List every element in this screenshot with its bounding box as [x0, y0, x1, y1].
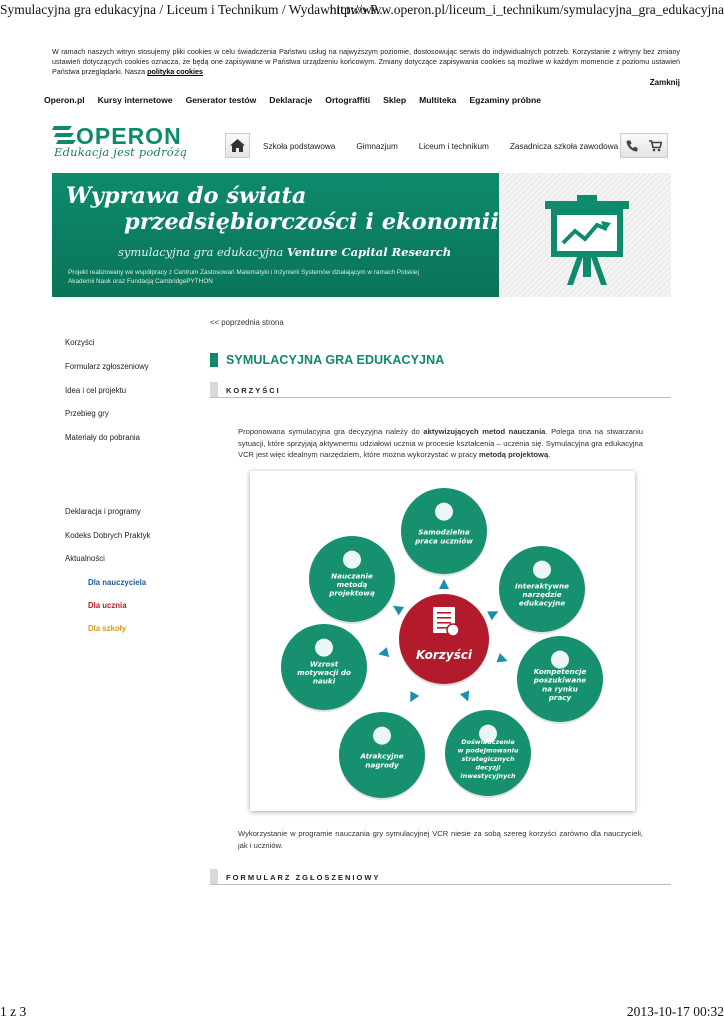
logo-tagline: Edukacja jest podróżą [54, 145, 188, 159]
benefit-label: Wzrost [309, 659, 339, 669]
benefit-label: Samodzielna [418, 527, 470, 537]
para1-text-b: . Polega ona na stwarzaniu sytuacji, które sprzyjają aktywnemu udziałowi ucznia w procesie kształcenia – uczenia się. Symulacyjna gra edukacyjna VCR jest więc idealnym narzędziem, które można wykorzystać w pracy [238, 427, 643, 459]
banner-subtitle-text: symulacyjna gra edukacyjna [118, 245, 284, 259]
sidebar-item-kodeks[interactable]: Kodeks Dobrych Praktyk [65, 531, 151, 540]
topnav-generator[interactable]: Generator testów [185, 95, 257, 105]
cookie-close-button[interactable]: Zamknij [649, 78, 680, 87]
benefit-label: poszukiwane [533, 675, 587, 685]
nav-liceum[interactable]: Liceum i technikum [418, 142, 489, 151]
top-navigation [44, 95, 541, 105]
section-title-korzysci: KORZYŚCI [226, 386, 281, 395]
arrow-icon [497, 653, 508, 662]
benefit-label: edukacyjne [518, 598, 566, 608]
cart-icon[interactable] [649, 140, 662, 152]
benefits-diagram [250, 471, 635, 811]
arrow-icon [393, 606, 404, 616]
topnav-multiteka[interactable]: Multiteka [419, 95, 457, 105]
benefit-node-icon [343, 551, 361, 569]
title-accent-bar [210, 353, 218, 367]
topnav-operon[interactable]: Operon.pl [44, 95, 85, 105]
logo-wordmark: OPERON [76, 123, 182, 147]
benefit-label: Atrakcyjne [360, 751, 404, 761]
nav-zawodowa[interactable]: Zasadnicza szkoła zawodowa [509, 142, 619, 151]
hero-banner [52, 173, 671, 297]
sidebar-sub-uczen[interactable]: Dla ucznia [88, 601, 127, 610]
benefit-node-icon [435, 503, 453, 521]
benefit-label: nagrody [365, 760, 399, 770]
benefit-label: motywacji do [297, 668, 351, 677]
sidebar-item-korzysci[interactable]: Korzyści [65, 338, 95, 347]
print-page-number: 1 z 3 [0, 1004, 27, 1019]
para1-bold-b: metodą projektową [478, 450, 549, 459]
arrow-icon [460, 690, 469, 701]
benefit-label: Doświadczenie [461, 737, 515, 746]
benefit-label: pracy [548, 692, 572, 702]
cookie-notice [52, 47, 680, 77]
cookie-text: W ramach naszych witryn stosujemy pliki cookies w celu świadczenia Państwu usług na najwyższym poziomie, dostosowując serwis do indywidualnych potrzeb. Korzystanie z witryny bez zmiany ustawień dotyczących cookies oznacza, że będą one zapisywane w Państwa urządzeniu końcowym. Zmiany dotyczące zapisywania cookies są możliwe w każdym momencie z poziomu ustawień Państwa przeglądarki. Nasza [52, 47, 680, 76]
print-date: 2013-10-17 00:32 [626, 1004, 724, 1019]
section-header-korzysci [210, 382, 671, 398]
print-page-url: http://www.operon.pl/liceum_i_technikum/symulacyjna_gra_edukacyjna [329, 2, 724, 17]
intro-paragraph [238, 426, 643, 461]
document-line [437, 617, 451, 619]
benefits-infographic [250, 471, 635, 811]
section-title-formularz: FORMULARZ ZGŁOSZENIOWY [226, 873, 381, 882]
benefit-label: narzędzie [522, 590, 562, 599]
sidebar-item-idea[interactable]: Idea i cel projektu [65, 386, 127, 395]
center-label: Korzyści [416, 648, 472, 662]
section-marker [210, 382, 218, 397]
benefit-label: Kompetencje [533, 667, 587, 677]
benefit-label: metodą [336, 580, 368, 589]
topnav-sklep[interactable]: Sklep [383, 95, 407, 105]
benefits-paragraph: Wykorzystanie w programie nauczania gry symulacyjnej VCR niesie za sobą szereg korzyści zarówno dla nauczycieli, jak i uczniów. [238, 829, 643, 850]
sidebar-item-formularz[interactable]: Formularz zgłoszeniowy [65, 362, 149, 371]
banner-project-note: Projekt realizowany we współpracy z Centrum Zastosowań Matematyki i Inżynierii Systemów działającym w ramach Polskiej Akademii Nauk oraz Fundacją CambridgePYTHON [68, 269, 419, 285]
topnav-egzaminy[interactable]: Egzaminy próbne [469, 95, 541, 105]
sidebar-sub-nauczyciel[interactable]: Dla nauczyciela [88, 578, 147, 587]
print-header [0, 0, 724, 22]
benefit-label: inwestycyjnych [460, 772, 516, 781]
banner-subtitle-bold: Venture Capital Research [286, 245, 452, 259]
topnav-ortograffiti[interactable]: Ortograffiti [325, 95, 371, 105]
benefit-node-icon [373, 727, 391, 745]
benefit-label: praca uczniów [415, 536, 473, 546]
page-title: SYMULACYJNA GRA EDUKACYJNA [226, 353, 445, 367]
topnav-deklaracje[interactable]: Deklaracje [269, 95, 313, 105]
para1-text-a: Proponowana symulacyjna gra decyzyjna należy do [238, 427, 424, 436]
sidebar-item-materialy[interactable]: Materiały do pobrania [65, 433, 140, 442]
sidebar-item-deklaracja[interactable]: Deklaracja i programy [65, 507, 141, 516]
arrow-icon [378, 647, 389, 657]
nav-szkola-podstawowa[interactable]: Szkoła podstawowa [263, 142, 336, 151]
benefit-label: w podejmowaniu [457, 746, 519, 755]
section-header-formularz [210, 869, 671, 885]
para1-text-c: . [548, 450, 551, 459]
home-button[interactable] [225, 133, 250, 158]
document-line [437, 622, 451, 624]
arrow-icon [410, 691, 419, 702]
benefit-label: Interaktywne [514, 581, 570, 591]
arrow-icon [439, 579, 449, 589]
banner-headline-1: Wyprawa do świata [66, 183, 307, 209]
section-marker [210, 869, 218, 884]
banner-subtitle [118, 245, 451, 259]
home-icon [230, 139, 245, 152]
nav-gimnazjum[interactable]: Gimnazjum [356, 142, 398, 151]
topnav-kursy[interactable]: Kursy internetowe [97, 95, 173, 105]
presentation-board-icon [541, 195, 633, 287]
operon-logo[interactable] [52, 123, 192, 165]
back-link[interactable]: << poprzednia strona [210, 318, 284, 327]
benefit-node-icon [551, 651, 569, 669]
para1-bold-a: aktywizujących metod nauczania [423, 427, 546, 436]
school-level-navigation [263, 142, 639, 151]
sidebar-item-przebieg[interactable]: Przebieg gry [65, 409, 109, 418]
banner-headline-2: przedsiębiorczości i ekonomii [124, 209, 499, 235]
benefit-label: Nauczanie [331, 571, 373, 581]
benefit-node-icon [315, 639, 333, 657]
benefit-label: decyzji [475, 763, 501, 772]
benefit-label: nauki [312, 676, 336, 686]
document-line [437, 612, 451, 614]
benefit-label: strategicznych [461, 755, 515, 763]
cookie-policy-link[interactable]: polityka cookies [147, 67, 204, 76]
print-footer [0, 1002, 724, 1024]
sidebar-sub-szkola[interactable]: Dla szkoły [88, 624, 127, 633]
print-page-title: Symulacyjna gra edukacyjna / Liceum i Technikum / Wydawnictwo P... [0, 2, 387, 17]
benefit-label: na rynku [542, 684, 578, 694]
sidebar-item-aktualnosci[interactable]: Aktualności [65, 554, 105, 563]
arrow-icon [487, 611, 498, 620]
operon-logo-mark [52, 123, 192, 147]
check-icon [447, 624, 459, 636]
benefit-label: projektową [329, 588, 375, 598]
benefit-node-icon [533, 561, 551, 579]
phone-icon[interactable] [626, 140, 638, 152]
contact-cart-box [620, 133, 668, 158]
